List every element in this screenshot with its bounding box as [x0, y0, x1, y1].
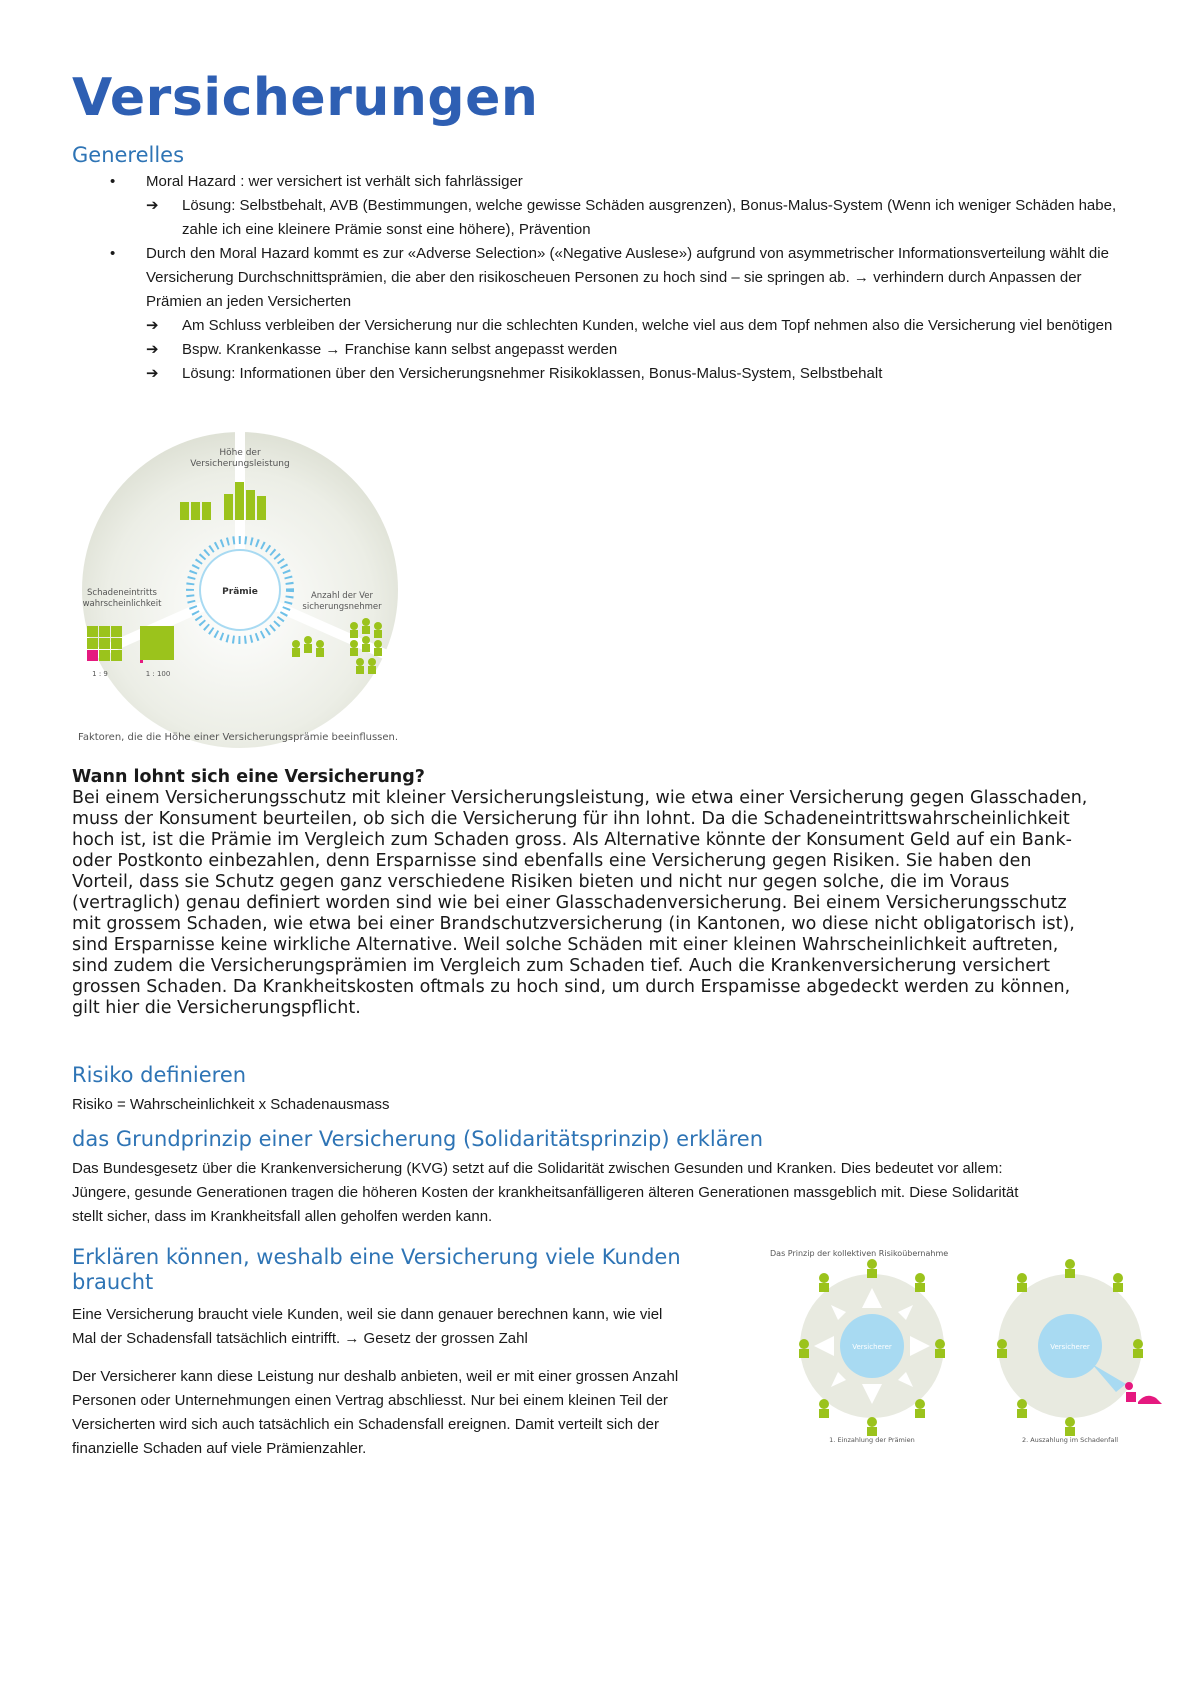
- arrow-right-icon: ➔: [146, 317, 159, 334]
- center-label: Versicherer: [1050, 1343, 1090, 1351]
- paragraph-viele-kunden-2: Der Versicherer kann diese Leistung nur deshalb anbieten, weil er mit einer grossen Anzahl Personen oder Unternehmungen einen Vertrag abschliesst. Nur bei einem kleinen Teil der Versicherten wird sich auch tatsächlich ein Schadensfall ereignen. Damit verteilt sich der finanzielle Schaden auf viele Prämienzahler.: [72, 1368, 679, 1457]
- generelles-list: [110, 170, 1136, 386]
- heading-risiko: Risiko definieren: [72, 1063, 247, 1087]
- paragraph-wann-lohnt: Bei einem Versicherungsschutz mit kleiner Versicherungsleistung, wie etwa einer Versicherung gegen Glasschaden, muss der Konsument beurteilen, ob sich die Versicherung für ihn lohnt. Da die Schadeneintrittswahrscheinlichkeit hoch ist, ist die Prämie im Vergleich zum Schaden gross. Als Alternative könnte der Konsument Geld auf ein Bank- oder Postkonto einbezahlen, denn Ersparnisse sind ebenfalls eine Versicherung gegen Risiken. Sie haben den Vorteil, dass sie Schutz gegen ganz verschiedene Risiken bieten und nicht nur gegen solche, die im Voraus (vertraglich) genau definiert worden sind wie bei einer Glasschadenversicherung. Bei einem Versicherungsschutz mit grossem Schaden, wie etwa bei einer Brandschutzversicherung (in Kantonen, wo diese nicht obligatorisch ist), sind Ersparnisse keine wirkliche Alternative. Weil solche Schäden mit einer kleinen Wahrscheinlichkeit auftreten, sind zudem die Versicherungsprämien im Vergleich zum Schaden tief. Auch die Krankenversicherung versichert grossen Schaden. Da Krankheitskosten oftmals zu hoch sind, um durch Erspamisse abgedeckt werden zu können, gilt hier die Versicherungspflicht.: [72, 788, 1088, 1018]
- right-label: sicherungsnehmer: [302, 602, 382, 612]
- top-label: Versicherungsleistung: [190, 459, 290, 469]
- damaged-car-icon: [1125, 1382, 1162, 1404]
- ratio-label: 1 : 9: [92, 670, 108, 678]
- list-item: ➔ Lösung: Selbstbehalt, AVB (Bestimmungen, welche gewisse Schäden ausgrenzen), Bonus-Malus-System (Wenn ich weniger Schäden habe, zahle ich eine kleinere Prämie sonst eine höhere), Prävention: [182, 194, 1132, 242]
- center-label: Prämie: [222, 587, 258, 597]
- top-label: Höhe der: [219, 448, 261, 458]
- figure-caption: 2. Auszahlung im Schadenfall: [1021, 1436, 1119, 1444]
- risikouebernahme-diagram: [770, 1246, 1190, 1446]
- list-item: ➔ Lösung: Informationen über den Versicherungsnehmer Risikoklassen, Bonus-Malus-System, Selbstbehalt: [182, 362, 1132, 386]
- list-item: • Moral Hazard : wer versichert ist verhält sich fahrlässiger: [146, 170, 1136, 194]
- figure-title: Das Prinzip der kollektiven Risikoübernahme: [770, 1249, 949, 1258]
- page-title: Versicherungen: [72, 68, 539, 128]
- left-label: Schadeneintritts: [87, 588, 157, 598]
- list-item: ➔ Am Schluss verbleiben der Versicherung nur die schlechten Kunden, welche viel aus dem Topf nehmen also die Versicherung viel benötigen: [182, 314, 1132, 338]
- list-item: • Durch den Moral Hazard kommt es zur «Adverse Selection» («Negative Auslese») aufgrund von asymmetrischer Informationsverteilung wählt die Versicherung Durchschnittsprämien, die aber den risikoscheuen Personen zu hoch sind – sie springen ab. → verhindern durch Anpassen der Prämien an jeden Versicherten: [146, 242, 1136, 314]
- left-label: wahrscheinlichkeit: [82, 599, 162, 609]
- arrow-right-icon: ➔: [146, 341, 159, 358]
- heading-grundprinzip: das Grundprinzip einer Versicherung (Solidaritätsprinzip) erklären: [72, 1127, 764, 1151]
- figure-caption: Faktoren, die die Höhe einer Versicherungsprämie beeinflussen.: [78, 732, 399, 743]
- paragraph-viele-kunden-1: Eine Versicherung braucht viele Kunden, weil sie dann genauer berechnen kann, wie viel Mal der Schadensfall tatsächlich eintrifft. → Gesetz der grossen Zahl: [72, 1306, 663, 1347]
- list-item: ➔ Bspw. Krankenkasse → Franchise kann selbst angepasst werden: [182, 338, 1132, 362]
- bullet-icon: •: [110, 245, 116, 262]
- figure-praemie-factors: [72, 430, 412, 750]
- figure-risikouebernahme: [770, 1246, 1190, 1446]
- heading-viele-kunden: Erklären können, weshalb eine Versicherung viele Kunden braucht: [72, 1245, 681, 1295]
- risiko-formula: Risiko = Wahrscheinlichkeit x Schadenausmass: [72, 1096, 390, 1113]
- ratio-label: 1 : 100: [145, 670, 171, 678]
- paragraph-grundprinzip: Das Bundesgesetz über die Krankenversicherung (KVG) setzt auf die Solidarität zwischen Gesunden und Kranken. Dies bedeutet vor allem: Jüngere, gesunde Generationen tragen die höheren Kosten der krankheitsanfälligeren älteren Generationen massgeblich mit. Diese Solidarität stellt sicher, dass im Krankheitsfall allen geholfen werden kann.: [72, 1160, 1019, 1225]
- right-label: Anzahl der Ver: [310, 591, 374, 601]
- figure-caption: 1. Einzahlung der Prämien: [829, 1436, 915, 1444]
- arrow-right-icon: ➔: [146, 365, 159, 382]
- bullet-icon: •: [110, 173, 116, 190]
- arrow-right-icon: ➔: [146, 197, 159, 214]
- praemie-diagram: [72, 430, 412, 750]
- heading-wann-lohnt: Wann lohnt sich eine Versicherung?: [72, 767, 425, 787]
- center-label: Versicherer: [852, 1343, 892, 1351]
- heading-generelles: Generelles: [72, 143, 185, 167]
